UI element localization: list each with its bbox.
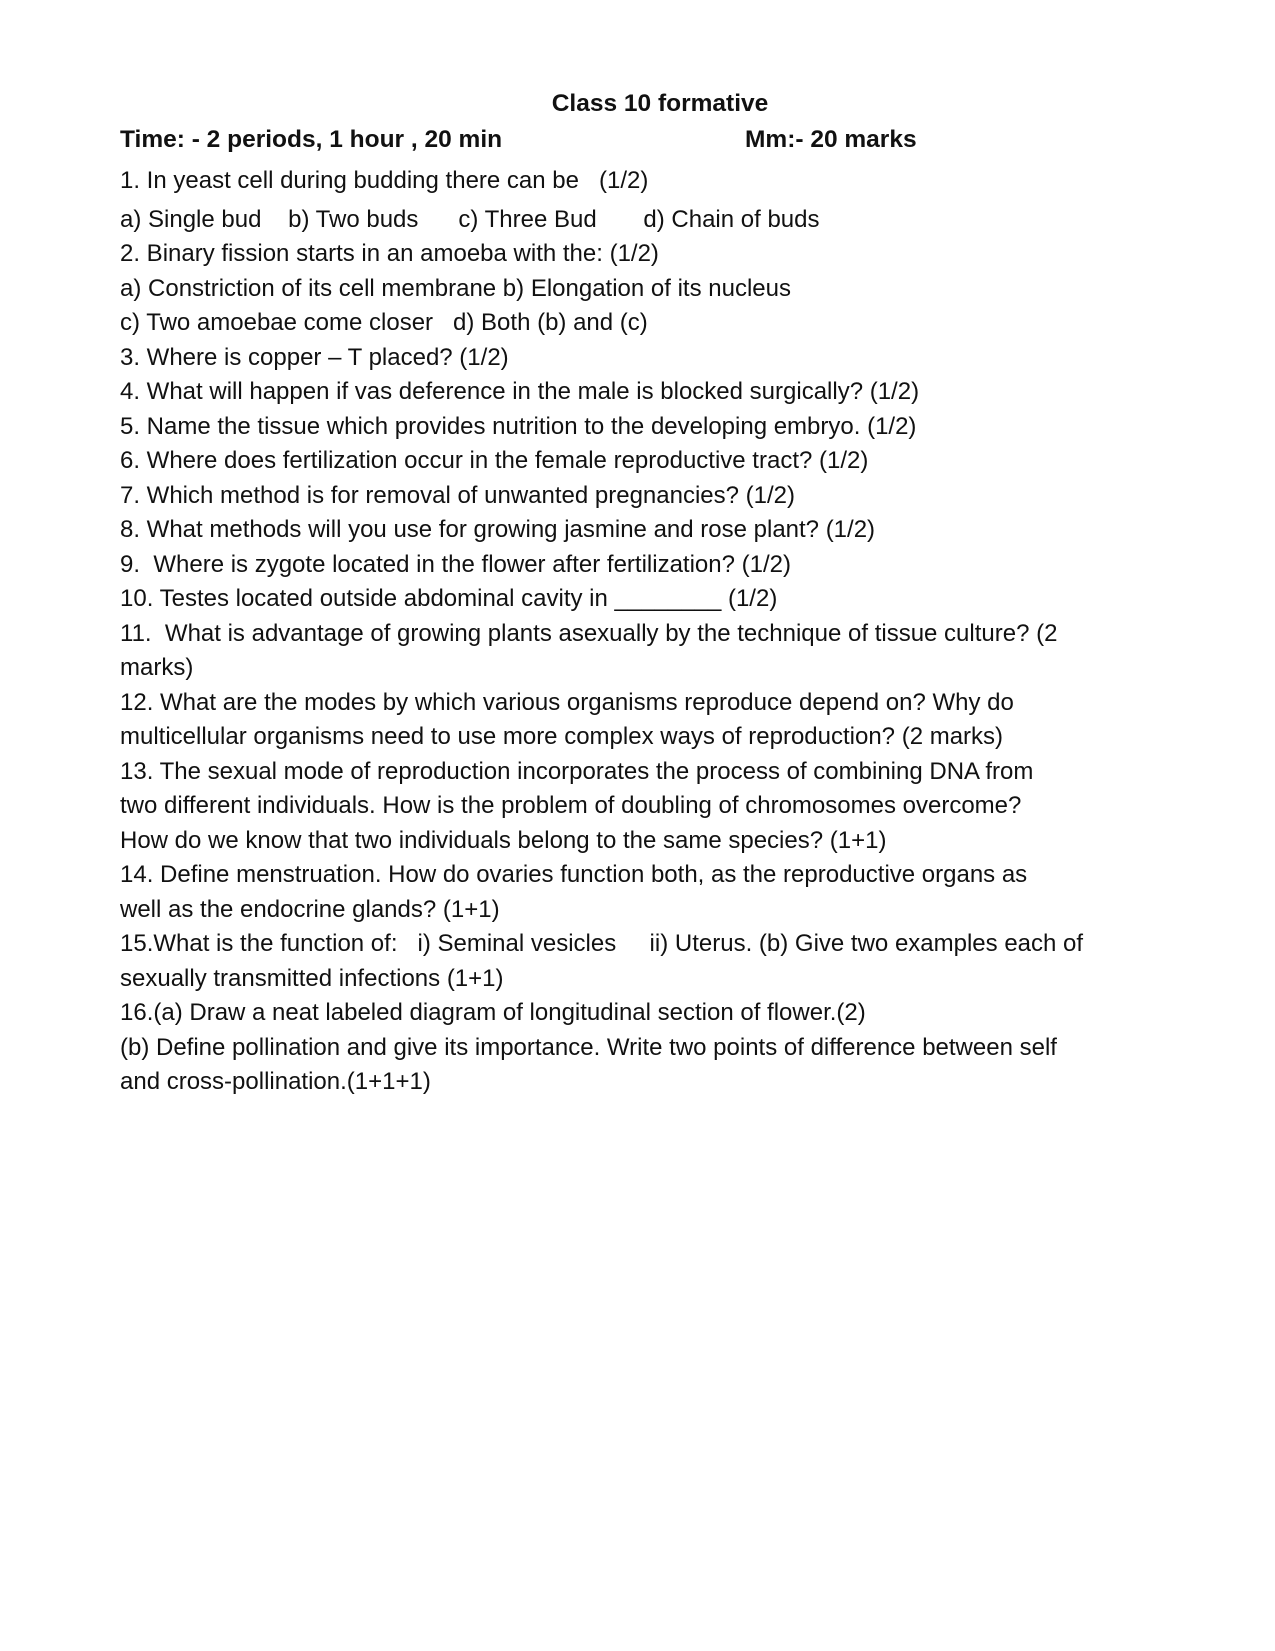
question-line: marks) [120, 654, 194, 681]
question-line: 14. Define menstruation. How do ovaries function both, as the reproductive organs as [120, 861, 1028, 888]
question-line: 16.(a) Draw a neat labeled diagram of longitudinal section of flower.(2) [120, 999, 866, 1026]
options-line: a) Single bud b) Two buds c) Three Bud d) Chain of buds [120, 205, 820, 233]
question-line: 1. In yeast cell during budding there can be (1/2) [120, 167, 649, 194]
exam-time: Time: - 2 periods, 1 hour , 20 min [120, 126, 503, 153]
question-line: 6. Where does fertilization occur in the female reproductive tract? (1/2) [120, 447, 869, 474]
question-line: multicellular organisms need to use more complex ways of reproduction? (2 marks) [120, 723, 1004, 750]
question-line: 13. The sexual mode of reproduction incorporates the process of combining DNA from [120, 757, 1034, 785]
options-line: a) Constriction of its cell membrane b) Elongation of its nucleus [120, 274, 791, 302]
question-line: 5. Name the tissue which provides nutrition to the developing embryo. (1/2) [120, 412, 917, 440]
question-line: 9. Where is zygote located in the flower after fertilization? (1/2) [120, 550, 791, 578]
options-line: c) Two amoebae come closer d) Both (b) and (c) [120, 309, 648, 336]
question-line: 8. What methods will you use for growing jasmine and rose plant? (1/2) [120, 516, 876, 543]
question-line: two different individuals. How is the problem of doubling of chromosomes overcome? [120, 792, 1022, 819]
question-line: 15.What is the function of: i) Seminal vesicles ii) Uterus. (b) Give two examples each of [120, 930, 1084, 957]
question-line: 7. Which method is for removal of unwanted pregnancies? (1/2) [120, 481, 796, 509]
question-line: well as the endocrine glands? (1+1) [120, 895, 500, 923]
exam-max-marks: Mm:- 20 marks [745, 126, 917, 153]
question-line: 10. Testes located outside abdominal cavity in ________ (1/2) [120, 585, 778, 612]
question-line: (b) Define pollination and give its importance. Write two points of difference between self [120, 1033, 1057, 1061]
question-line: 12. What are the modes by which various organisms reproduce depend on? Why do [120, 688, 1014, 716]
question-line: How do we know that two individuals belong to the same species? (1+1) [120, 826, 887, 854]
question-line: 4. What will happen if vas deference in the male is blocked surgically? (1/2) [120, 378, 920, 405]
question-line: 11. What is advantage of growing plants asexually by the technique of tissue culture? (2 [120, 619, 1058, 647]
exam-meta [120, 122, 1180, 162]
question-line: 2. Binary fission starts in an amoeba with the: (1/2) [120, 240, 659, 267]
question-line: and cross-pollination.(1+1+1) [120, 1068, 431, 1095]
document-page [120, 86, 1180, 1100]
page-title: Class 10 formative [551, 90, 769, 117]
question-line: sexually transmitted infections (1+1) [120, 964, 504, 992]
question-line: 3. Where is copper – T placed? (1/2) [120, 343, 509, 371]
